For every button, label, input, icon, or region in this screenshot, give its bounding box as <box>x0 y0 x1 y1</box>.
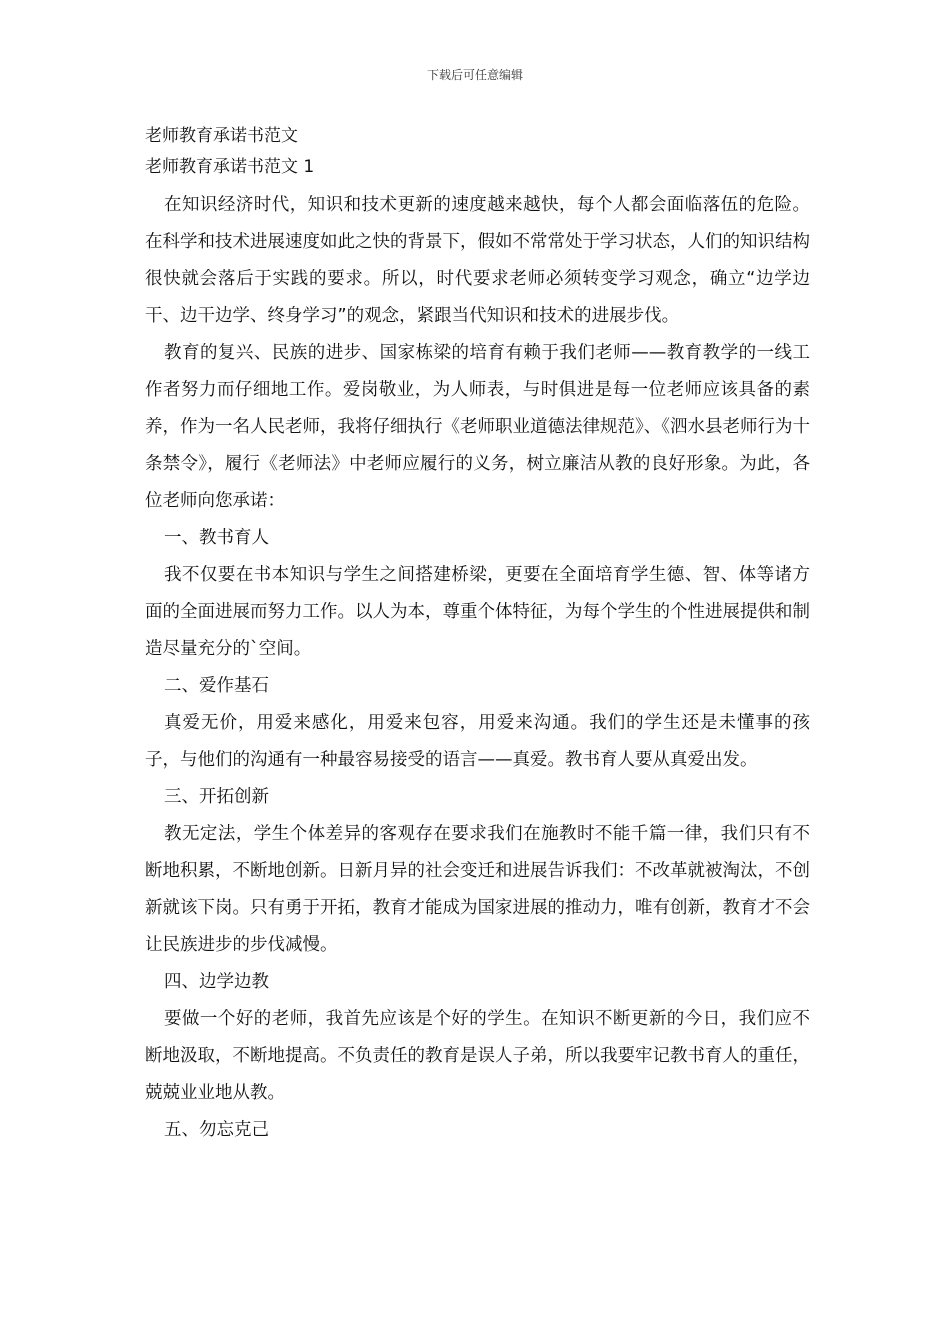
paragraph: 教无定法，学生个体差异的客观存在要求我们在施教时不能千篇一律，我们只有不断地积累，不断地创新。日新月异的社会变迁和进展告诉我们：不改革就被淘汰，不创新就该下岗。只有勇于开拓，教育才能成为国家进展的推动力，唯有创新，教育才不会让民族进步的步伐减慢。 <box>145 824 810 955</box>
document-title: 老师教育承诺书范文 <box>145 126 298 146</box>
section-heading: 一、教书育人 <box>164 528 269 548</box>
paragraph: 要做一个好的老师，我首先应该是个好的学生。在知识不断更新的今日，我们应不断地汲取，不断地提高。不负责任的教育是误人子弟，所以我要牢记教书育人的重任，兢兢业业地从教。 <box>145 1009 810 1103</box>
document-body <box>145 121 810 1149</box>
paragraph: 教育的复兴、民族的进步、国家栋梁的培育有赖于我们老师——教育教学的一线工作者努力而仔细地工作。爱岗敬业，为人师表，与时俱进是每一位老师应该具备的素养，作为一名人民老师，我将仔细执行《老师职业道德法律规范》、《泗水县老师行为十条禁令》，履行《老师法》中老师应履行的义务，树立廉洁从教的良好形象。为此，各位老师向您承诺： <box>145 343 810 511</box>
document-subtitle: 老师教育承诺书范文 1 <box>145 157 315 177</box>
section-heading: 三、开拓创新 <box>164 787 269 807</box>
paragraph: 我不仅要在书本知识与学生之间搭建桥梁，更要在全面培育学生德、智、体等诸方面的全面进展而努力工作。以人为本，尊重个体特征，为每个学生的个性进展提供和制造尽量充分的`空间。 <box>145 565 810 659</box>
header-note: 下载后可任意编辑 <box>426 68 523 82</box>
paragraph: 在知识经济时代，知识和技术更新的速度越来越快，每个人都会面临落伍的危险。在科学和技术进展速度如此之快的背景下，假如不常常处于学习状态，人们的知识结构很快就会落后于实践的要求。所以，时代要求老师必须转变学习观念，确立“边学边干、边干边学、终身学习”的观念，紧跟当代知识和技术的进展步伐。 <box>145 195 810 326</box>
section-heading: 四、边学边教 <box>164 972 269 992</box>
section-heading: 五、勿忘克己 <box>164 1120 269 1140</box>
section-heading: 二、爱作基石 <box>164 676 269 696</box>
paragraph: 真爱无价，用爱来感化，用爱来包容，用爱来沟通。我们的学生还是未懂事的孩子，与他们的沟通有一种最容易接受的语言——真爱。教书育人要从真爱出发。 <box>145 713 810 770</box>
